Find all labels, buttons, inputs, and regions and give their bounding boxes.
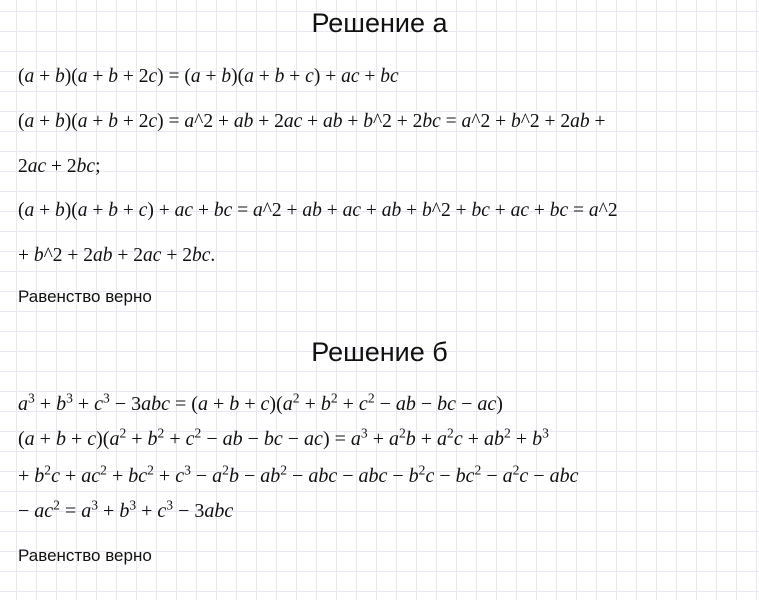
section-b-line-1: $a^3 + b^3 + c^3 - 3abc = (a + b + c)(a^2 + b^2 + c^2$ − ab − bc − ac) xyxy=(18,390,503,415)
section-b-line-2: $(a + b + c)(a^2 + b^2 + c^2$ − ab − bc − $ac) = a^3 + a^2b + a^2c + ab^2 + b^3$ xyxy=(18,425,549,450)
section-a-line-1: (a + b)(a + b + 2c) = (a + b)(a + b + c) + ac + bc xyxy=(18,66,399,87)
section-b-conclusion: Равенство верно xyxy=(18,546,152,565)
section-b-line-3: + $b^2c + ac^2 + bc^2 + c^3 - a^2b - ab^2$ − abc − abc − $b^2c - bc^2 - a^2c$ − abc xyxy=(18,462,579,487)
section-b-title: Решение б xyxy=(311,337,448,367)
section-a-title: Решение а xyxy=(311,8,448,38)
section-a-line-2: (a + b)(a + b + 2c) = a^2 + ab + 2ac + ab + b^2 + 2bc = a^2 + b^2 + 2ab + xyxy=(18,111,606,132)
section-b-line-4: − $ac^2 = a^3 + b^3 + c^3 - 3abc$ xyxy=(18,497,234,522)
section-a-conclusion: Равенство верно xyxy=(18,287,152,306)
section-a-line-3: 2ac + 2bc; xyxy=(18,156,101,177)
section-a-line-4: (a + b)(a + b + c) + ac + bc = a^2 + ab + ac + ab + b^2 + bc + ac + bc = a^2 xyxy=(18,200,618,221)
section-a-line-5: + b^2 + 2ab + 2ac + 2bc. xyxy=(18,245,216,266)
